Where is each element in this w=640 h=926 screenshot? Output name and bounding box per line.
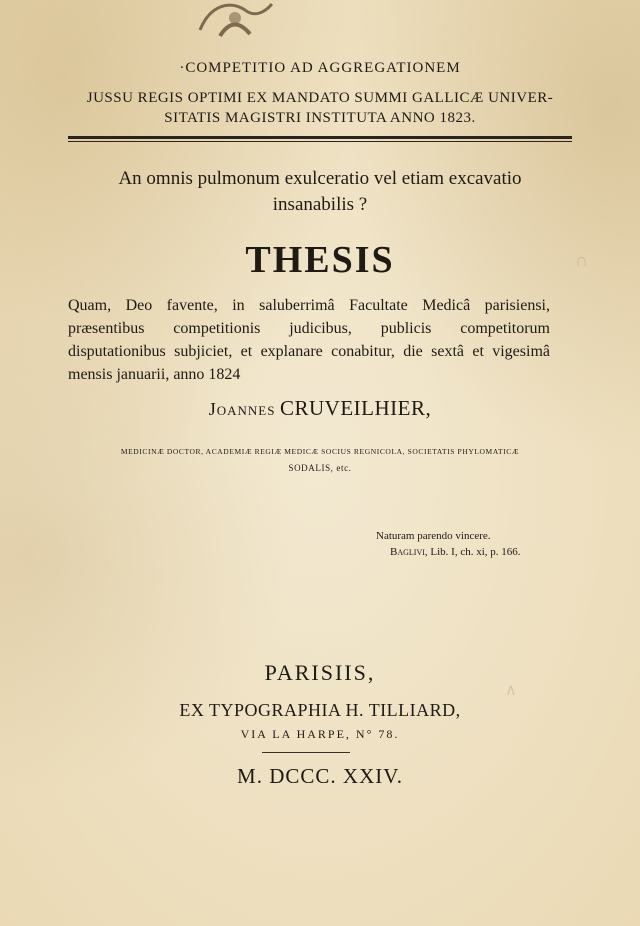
citation-author: Baglivi,: [390, 546, 428, 558]
rule-thin: [68, 141, 572, 142]
author-last-name: CRUVEILHIER,: [279, 396, 432, 420]
library-stamp-icon: [190, 0, 280, 38]
thesis-description: Quam, Deo favente, in saluberrimâ Facultate Medicâ parisiensi, præsentibus competitionis judicibus, publicis competitorum disputationibus subjiciet, et explanare conabitur, die sextâ et vigesimâ mensis januarii, anno 1824: [68, 297, 550, 383]
competition-heading: ·COMPETITIO AD AGGREGATIONEM: [179, 60, 461, 76]
citation-reference: Lib. I, ch. xi, p. 166.: [430, 546, 521, 558]
author-titles-line-1: MEDICINÆ DOCTOR, ACADEMIÆ REGIÆ MEDICÆ SOCIUS REGNICOLA, SOCIETATIS PHYLOMATICÆ: [120, 447, 520, 456]
double-rule: [68, 136, 572, 142]
rule-thick: [68, 136, 572, 139]
epigraph-motto: Naturam parendo vincere.: [376, 530, 491, 542]
author-first-name: Joannes: [208, 399, 276, 419]
imprint-place: PARISIIS,: [264, 660, 376, 685]
imprint-address: VIA LA HARPE, N° 78.: [240, 727, 400, 741]
bleed-through-mark: ∧: [505, 682, 517, 699]
question-line-1: An omnis pulmonum exulceratio vel etiam excavatio: [118, 168, 522, 189]
subheading-line-1: JUSSU REGIS OPTIMI EX MANDATO SUMMI GALLICÆ UNIVER-: [86, 90, 554, 106]
author-titles: [96, 444, 544, 476]
imprint-rule: [262, 752, 350, 753]
thesis-title: THESIS: [245, 239, 395, 281]
imprint-year: M. DCCC. XXIV.: [237, 764, 403, 788]
author-titles-line-2: SODALIS, etc.: [288, 463, 352, 473]
question-line-2: insanabilis ?: [272, 194, 368, 215]
author-name: [0, 396, 640, 421]
bleed-through-mark: ∩: [575, 250, 588, 270]
subheading-line-2: SITATIS MAGISTRI INSTITUTA ANNO 1823.: [164, 110, 476, 126]
competition-subheading: [0, 88, 640, 128]
epigraph-citation: [390, 546, 521, 558]
imprint-printer: EX TYPOGRAPHIA H. TILLIARD,: [179, 700, 461, 720]
thesis-question: [0, 166, 640, 218]
